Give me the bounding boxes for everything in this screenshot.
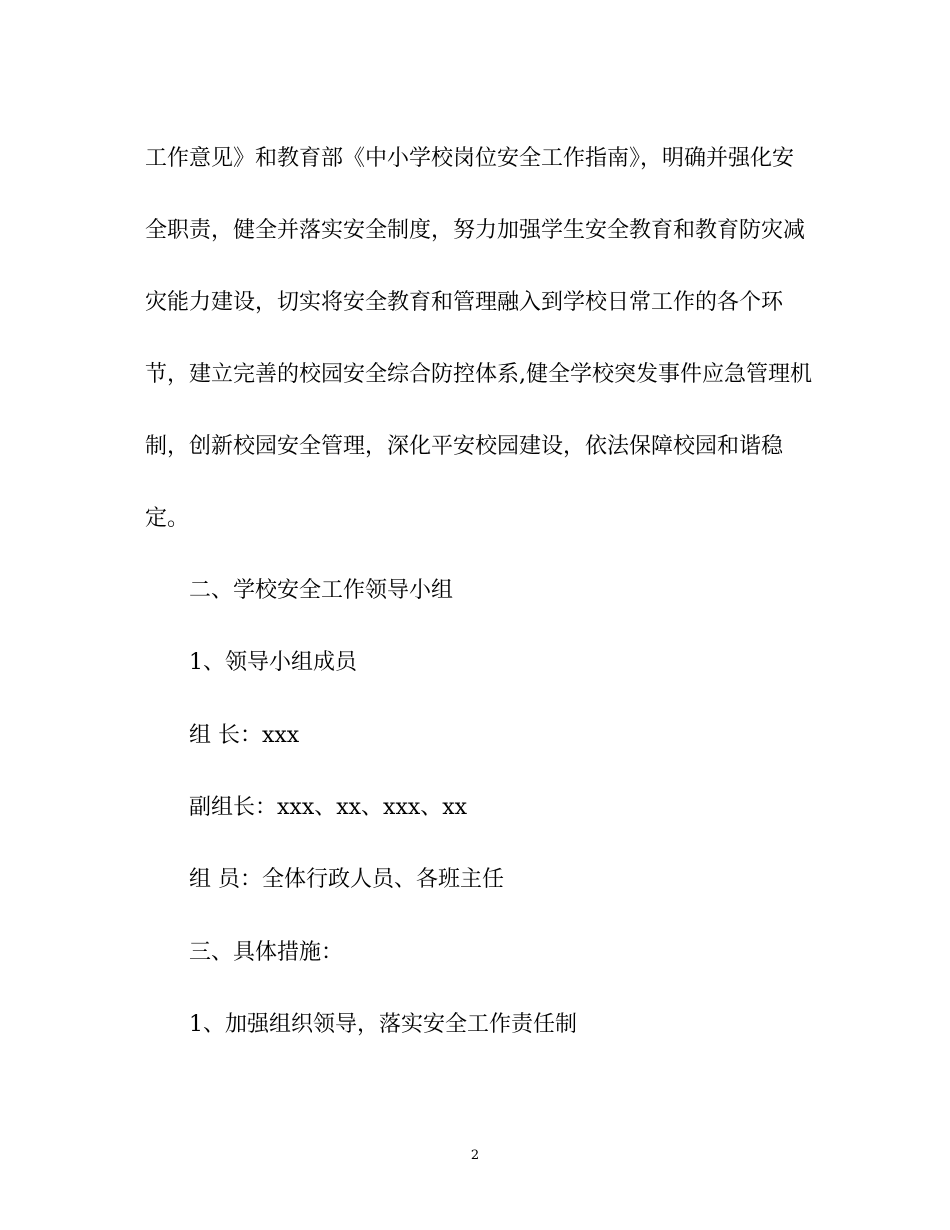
subsection-one-heading: 1、领导小组成员 — [189, 650, 357, 675]
measure-one-heading: 1、加强组织领导，落实安全工作责任制 — [189, 1012, 577, 1037]
paragraph-line-6: 定。 — [145, 506, 190, 531]
deputy-leaders-line: 副组长：xxx、xx、xxx、xx — [189, 795, 468, 820]
paragraph-line-2: 全职责，健全并落实安全制度，努力加强学生安全教育和教育防灾减 — [145, 218, 806, 243]
page-number: 2 — [470, 1148, 480, 1163]
members-line: 组 员：全体行政人员、各班主任 — [189, 867, 504, 892]
paragraph-line-3: 灾能力建设，切实将安全教育和管理融入到学校日常工作的各个环 — [145, 290, 784, 315]
paragraph-line-1: 工作意见》和教育部《中小学校岗位安全工作指南》，明确并强化安 — [145, 146, 795, 171]
paragraph-line-4: 节，建立完善的校园安全综合防控体系,健全学校突发事件应急管理机 — [145, 362, 812, 387]
group-leader-line: 组 长：xxx — [189, 723, 300, 748]
section-two-heading: 二、学校安全工作领导小组 — [189, 578, 454, 603]
section-three-heading: 三、具体措施： — [189, 940, 344, 965]
paragraph-line-5: 制，创新校园安全管理，深化平安校园建设，依法保障校园和谐稳 — [145, 434, 784, 459]
